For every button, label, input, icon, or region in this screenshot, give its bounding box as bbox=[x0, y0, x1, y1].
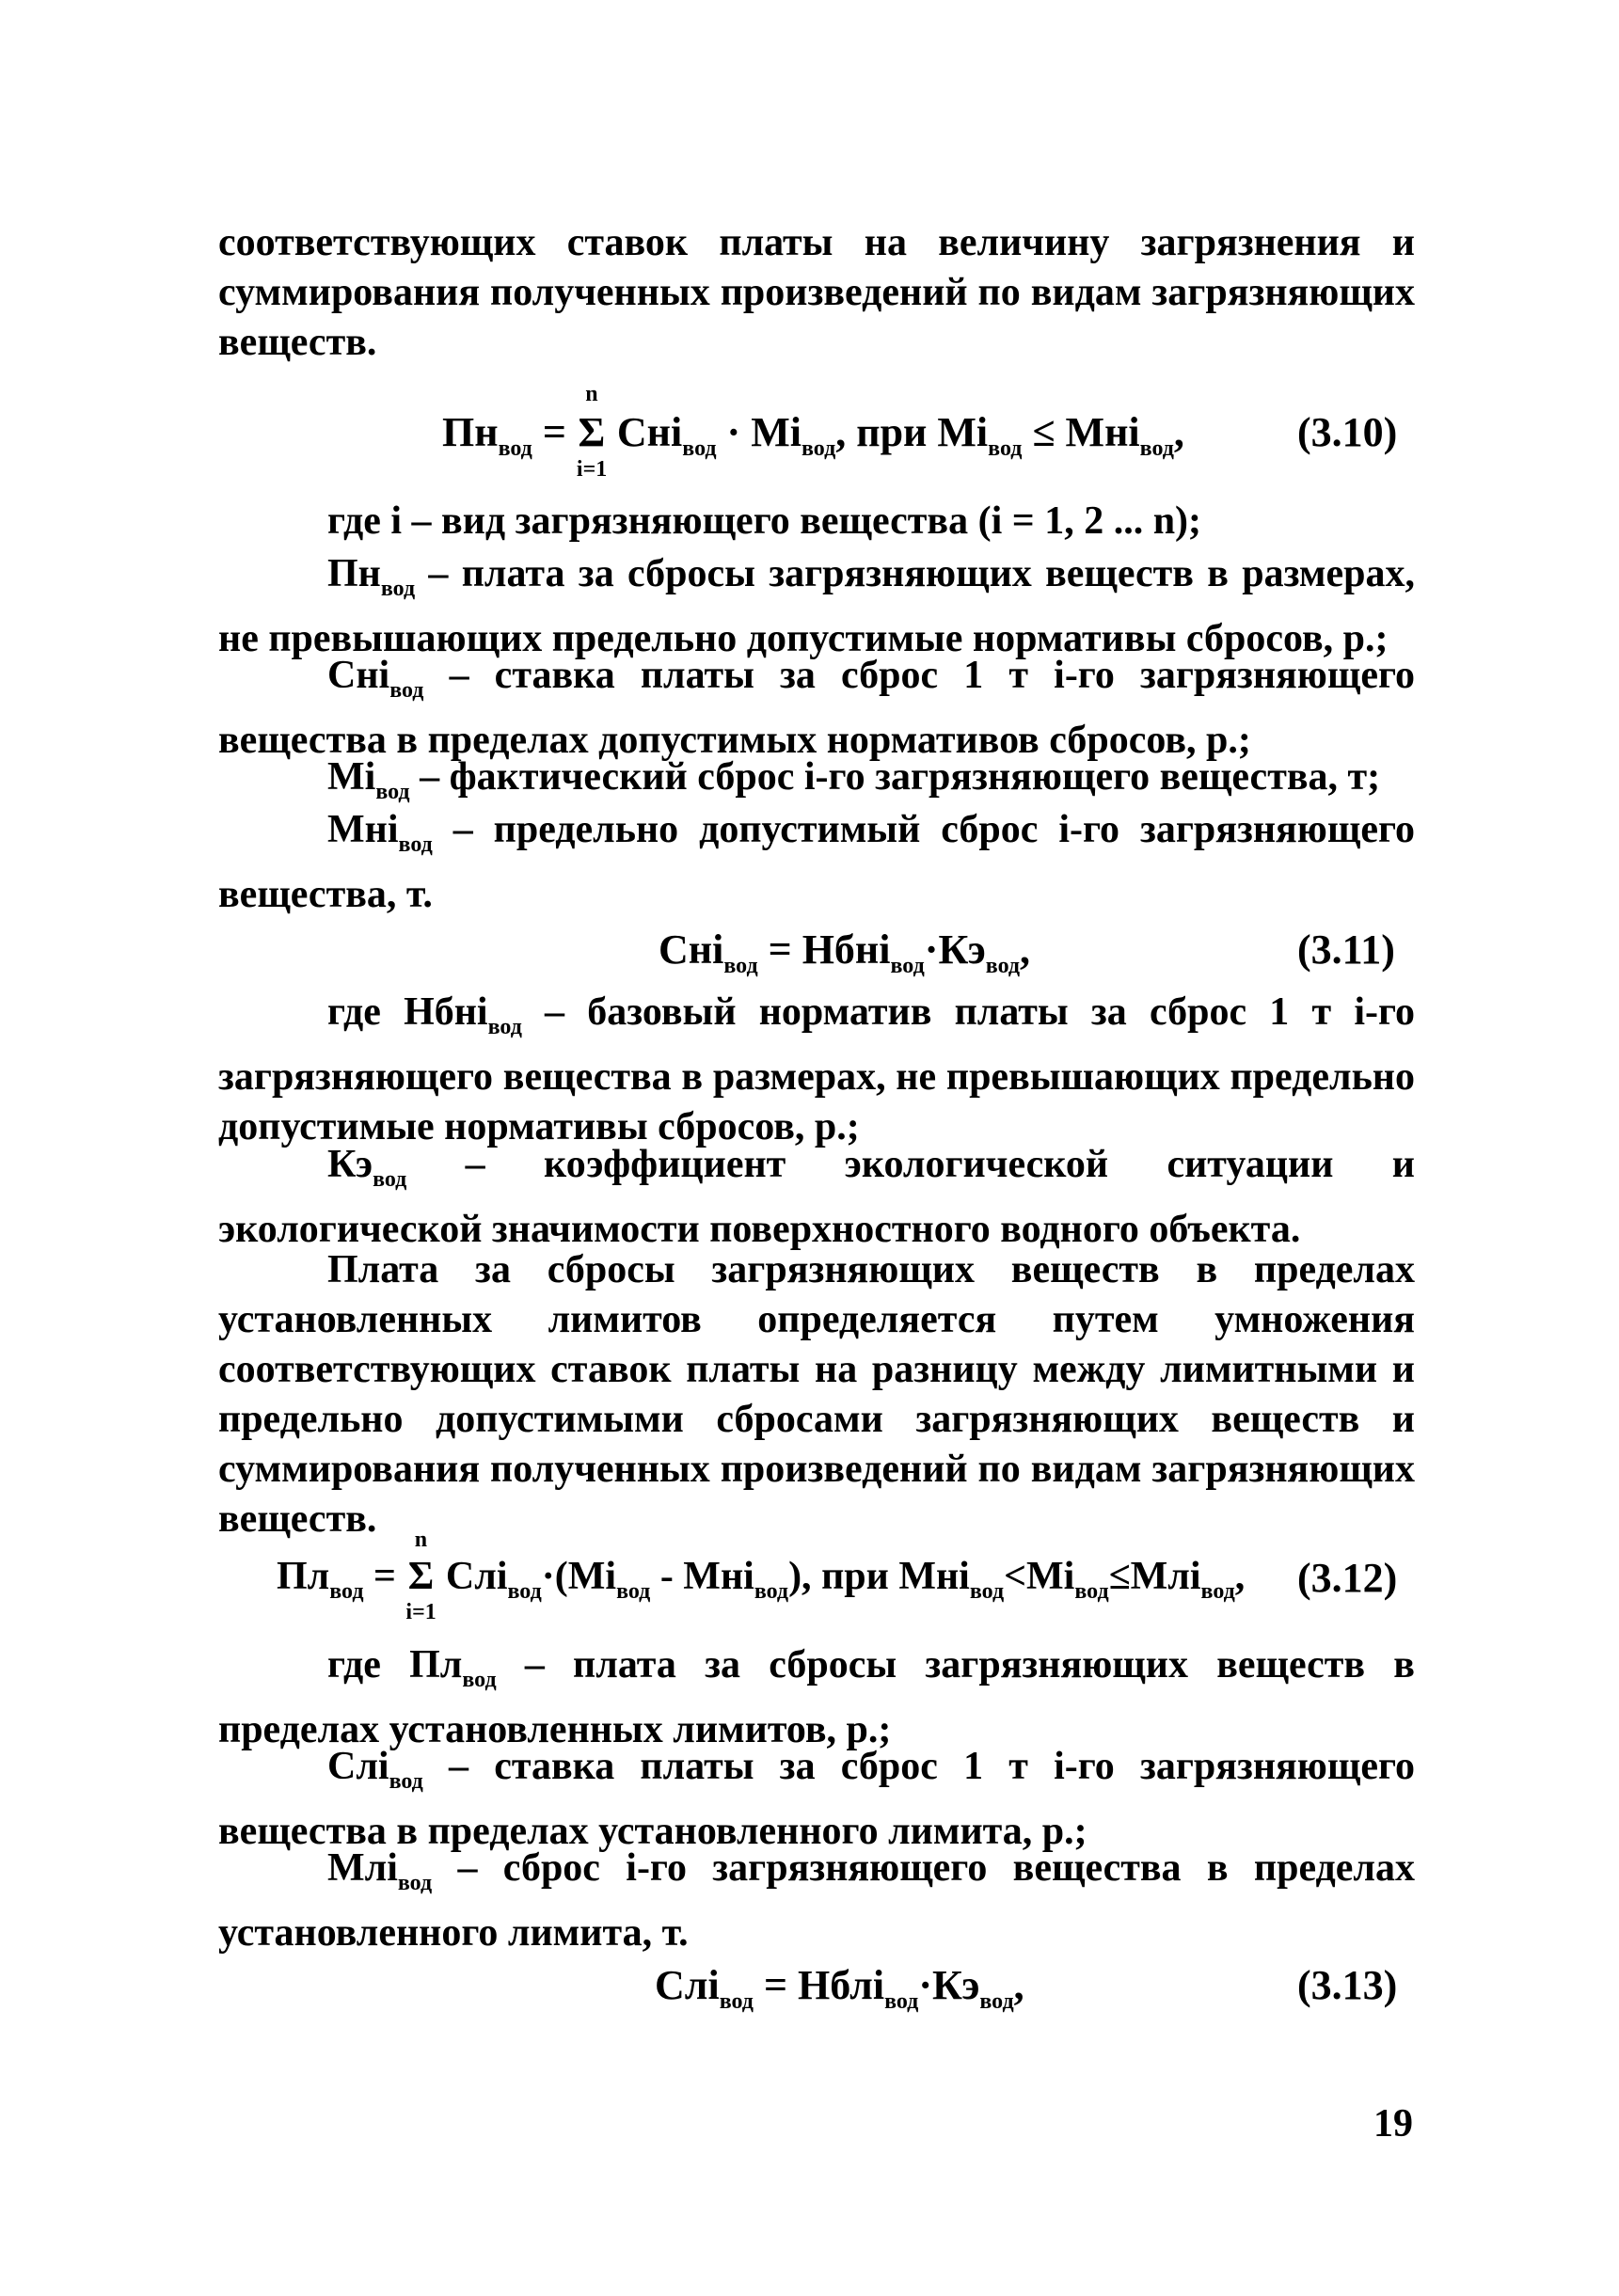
equation-number: (3.10) bbox=[1297, 409, 1398, 455]
equation-number: (3.12) bbox=[1297, 1555, 1398, 1601]
equation-3-13: $Слi_{вод} = Нблi_{вод}\cdot Кэ_{вод}$, bbox=[655, 1962, 1024, 2014]
definition-mni: Мнi$_{вод}$ – предельно допустимый сброс i-го загрязняющего вещества, т. bbox=[218, 808, 1415, 916]
equation-number: (3.13) bbox=[1297, 1962, 1398, 2008]
equation-number: (3.11) bbox=[1297, 926, 1395, 973]
equation-3-10: $Пн_{вод}$ = n Σ i=1 $Снi_{вод} \cdot Мi_{вод}$, при $Мi_{вод} \le Мнi_{вод}$, bbox=[442, 382, 1184, 482]
definition-ke: $Кэ_{вод}$ – коэффициент экологической ситуации и экологической значимости поверхностного водного объекта. bbox=[218, 1143, 1415, 1251]
definition-mi: $Мi_{вод}$ – фактический сброс i-го загрязняющего вещества, т; bbox=[327, 755, 1381, 804]
page-number: 19 bbox=[1373, 2102, 1413, 2146]
definition-nbni: где Нбнi$_{вод}$ – базовый норматив платы за сброс 1 т i-го загрязняющего вещества в размерах, не превышающих предельно допустимые нормативы сбросов, р.; bbox=[218, 990, 1416, 1148]
definition-sni: Снi$_{вод}$ – ставка платы за сброс 1 т i-го загрязняющего вещества в пределах допустимых нормативов сбросов, р.; bbox=[218, 654, 1415, 762]
equation-3-11: $Снi_{вод} = Нбнi_{вод}\cdot Кэ_{вод}$, bbox=[659, 926, 1031, 978]
definition-mli: Млi$_{вод}$ – сброс i-го загрязняющего вещества в пределах установленного лимита, т. bbox=[218, 1846, 1415, 1955]
definition-sli: Слi$_{вод}$ – ставка платы за сброс 1 т i-го загрязняющего вещества в пределах установленного лимита, р.; bbox=[218, 1745, 1415, 1853]
sum-symbol: n Σ i=1 bbox=[576, 382, 608, 482]
equation-3-12: $Пл_{вод}$ = n Σ i=1 $Слi_{вод}\cdot(Мi_{вод} - Мнi_{вод})$, при $Мнi_{вод}<Мi_{вод}\le Млi_{вод}$, bbox=[277, 1528, 1246, 1624]
definition-pl: где $Пл_{вод}$ – плата за сбросы загрязняющих веществ в пределах установленных лимитов, р.; bbox=[218, 1643, 1415, 1751]
definition-i: где i – вид загрязняющего вещества (i = 1, 2 ... n); bbox=[327, 499, 1202, 543]
definition-pn: $Пн_{вод}$ – плата за сбросы загрязняющих веществ в размерах, не превышающих предельно допустимые нормативы сбросов, р.; bbox=[218, 552, 1415, 660]
intro-paragraph: соответствующих ставок платы на величину загрязнения и суммирования полученных произведений по видам загрязняющих веществ. bbox=[218, 221, 1415, 364]
sum-symbol: n Σ i=1 bbox=[405, 1528, 436, 1624]
limits-paragraph: Плата за сбросы загрязняющих веществ в пределах установленных лимитов определяется путем умножения соответствующих ставок платы на разницу между лимитными и предельно допустимыми сбросами загрязняющих веществ и суммирования полученных произведений по видам загрязняющих веществ. bbox=[218, 1248, 1415, 1541]
